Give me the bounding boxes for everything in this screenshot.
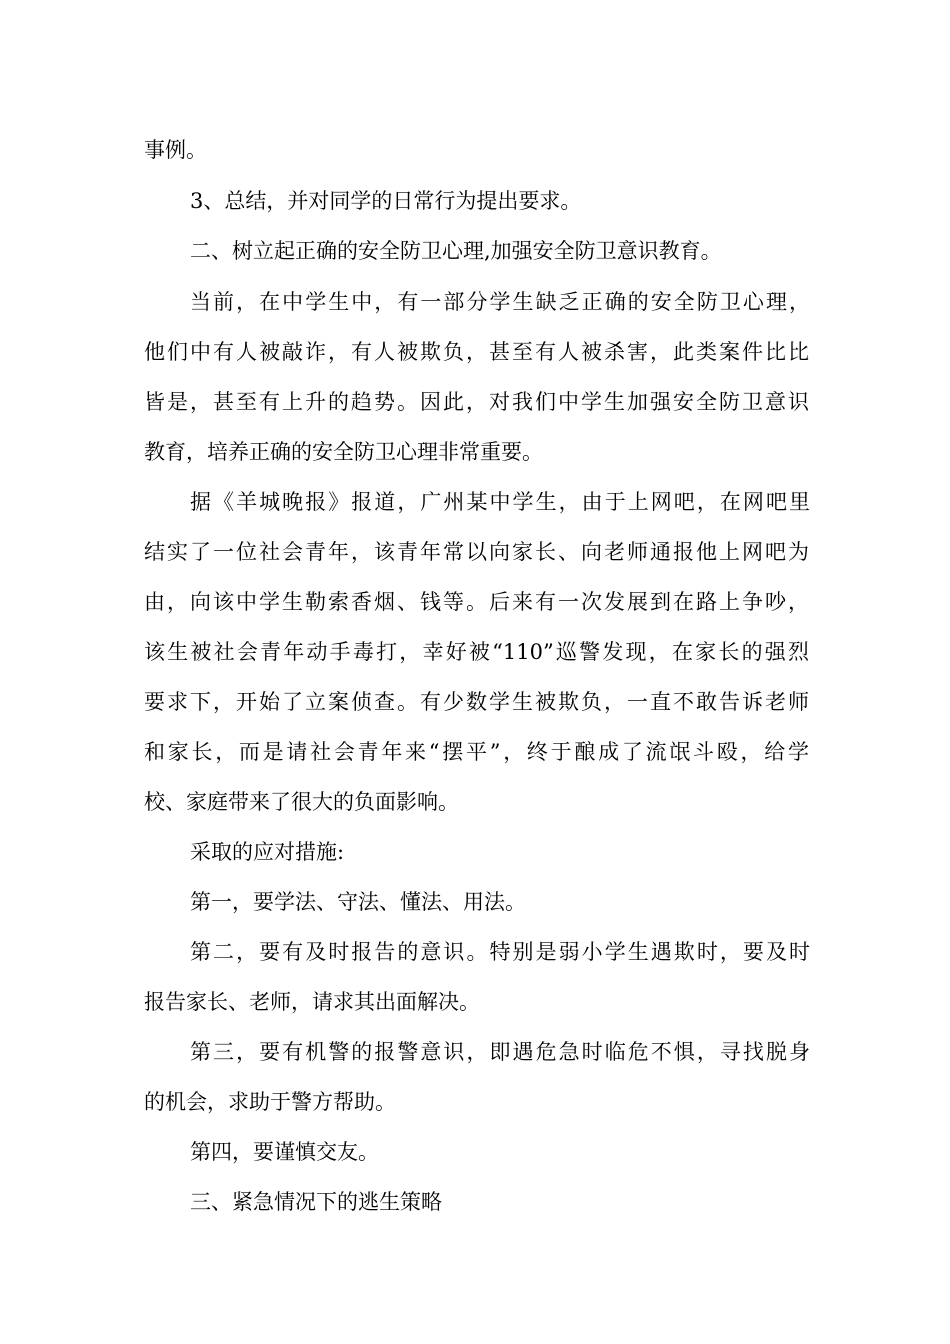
- text-line: 该生被社会青年动手毒打，幸好被“110”巡警发现，在家长的强烈: [144, 640, 809, 664]
- text-line: 当前，在中学生中，有一部分学生缺乏正确的安全防卫心理，: [190, 290, 810, 314]
- text-line: 3、总结，并对同学的日常行为提出要求。: [190, 189, 582, 213]
- list-item: 第四，要谨慎交友。: [190, 1140, 379, 1164]
- text-line: 结实了一位社会青年，该青年常以向家长、向老师通报他上网吧为: [144, 540, 809, 564]
- text-line: 据《羊城晚报》报道，广州某中学生，由于上网吧，在网吧里: [190, 490, 810, 514]
- text-line: 的机会，求助于警方帮助。: [144, 1090, 396, 1114]
- text-line: 校、家庭带来了很大的负面影响。: [144, 790, 459, 814]
- text-line: 他们中有人被敲诈，有人被欺负，甚至有人被杀害，此类案件比比: [144, 340, 809, 364]
- list-item: 第二，要有及时报告的意识。特别是弱小学生遇欺时，要及时: [190, 940, 810, 964]
- section-heading: 二、树立起正确的安全防卫心理,加强安全防卫意识教育。: [190, 239, 722, 263]
- list-item: 第一，要学法、守法、懂法、用法。: [190, 890, 526, 914]
- text-line: 由，向该中学生勒索香烟、钱等。后来有一次发展到在路上争吵，: [144, 590, 809, 614]
- text-line: 采取的应对措施:: [190, 840, 345, 864]
- text-line: 事例。: [144, 138, 207, 162]
- text-line: 要求下，开始了立案侦查。有少数学生被欺负，一直不敢告诉老师: [144, 690, 809, 714]
- text-line: 教育，培养正确的安全防卫心理非常重要。: [144, 440, 543, 464]
- text-line: 和家长，而是请社会青年来“摆平”，终于酿成了流氓斗殴，给学: [144, 740, 809, 764]
- list-item: 第三，要有机警的报警意识，即遇危急时临危不惧，寻找脱身: [190, 1040, 810, 1064]
- section-heading: 三、紧急情况下的逃生策略: [190, 1190, 442, 1214]
- text-line: 报告家长、老师，请求其出面解决。: [144, 990, 480, 1014]
- text-line: 皆是，甚至有上升的趋势。因此，对我们中学生加强安全防卫意识: [144, 390, 809, 414]
